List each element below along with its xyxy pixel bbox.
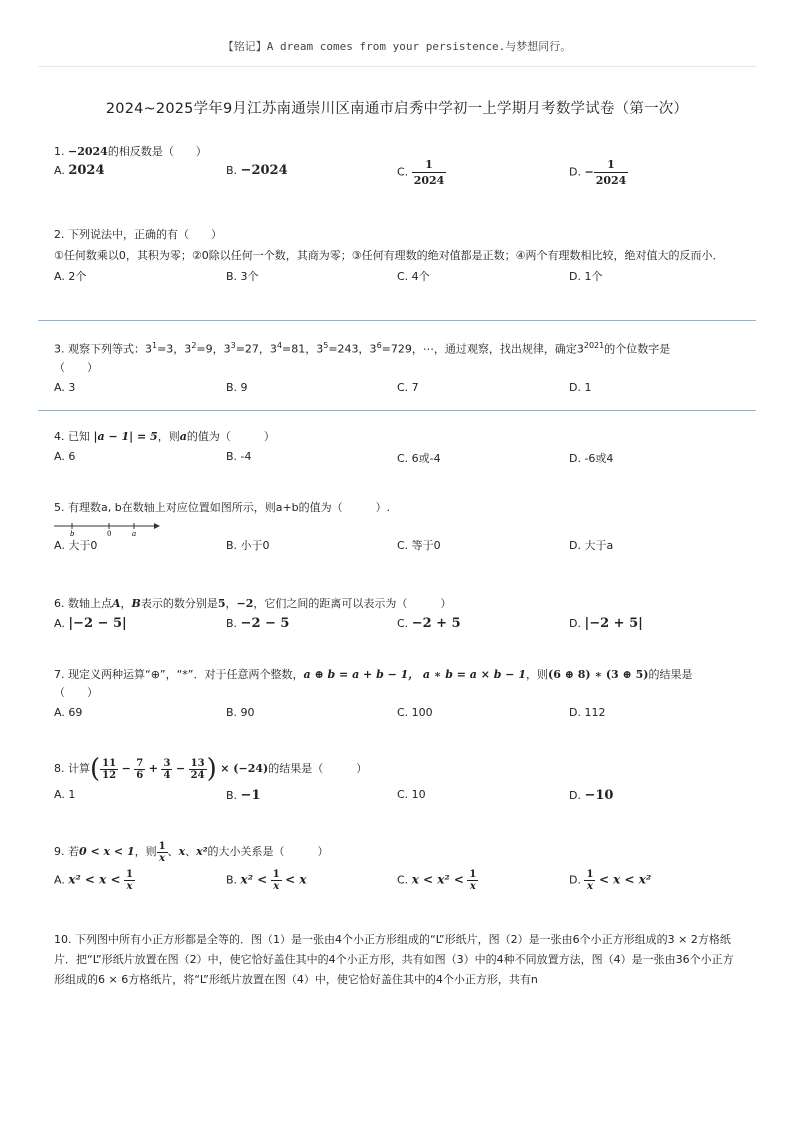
q8-option-d[interactable]: D. −10: [569, 788, 614, 803]
q3-answer-paren: （ ）: [54, 360, 98, 374]
q3-option-b[interactable]: B. 9: [226, 380, 248, 394]
question-6: 6. 数轴上点A，B表示的数分别是5，−2，它们之间的距离可以表示为（ ） A. |−2 − 5| B. −2 − 5 C. −2 + 5 D. |−2 + 5|: [54, 597, 643, 631]
question-8: 8. 计算( $\frac{11}{12}$ − $\frac{7}{6}$ + $\frac{3}{4}$ − $\frac{13}{24}$ ) × (−24)的结果是（ ） A. 1 B. −1 C. 10 D. −10: [54, 754, 614, 803]
question-5: [54, 499, 754, 557]
question-3: 3. 观察下列等式：$3^1=3$，$3^2=9$，$3^3=27$，$3^4=81$，$3^5=243$，$3^6=729$，⋯，通过观察，找出规律，确定$3^{2021}$的个位数字是 （ ） A. 3 B. 9 C. 7 D. 1: [54, 337, 754, 401]
q2-option-b[interactable]: B. 3个: [226, 270, 259, 283]
q6-option-c[interactable]: C. −2 + 5: [397, 616, 461, 631]
q2-stem: 下列说法中，正确的有（ ）: [68, 228, 222, 241]
q5-option-b[interactable]: B. 小于0: [226, 539, 270, 552]
q9-option-d[interactable]: D. $\frac{1}{x}$ < x < x²: [569, 869, 652, 892]
q1-expression: −2024: [68, 145, 108, 158]
axis-label-0: 0: [107, 530, 112, 537]
number-line-figure: [54, 521, 164, 537]
q5-stem: 有理数a, b在数轴上对应位置如图所示，则a+b的值为（ ）.: [68, 501, 391, 514]
q5-option-c[interactable]: C. 等于0: [397, 539, 441, 552]
q9-option-b[interactable]: B. x² < $\frac{1}{x}$ < x: [226, 869, 307, 892]
question-1: [54, 143, 754, 197]
q8-fraction-4: $\frac{13}{24}$: [190, 757, 205, 781]
q2-option-d[interactable]: D. 1个: [569, 270, 603, 283]
q3-option-c[interactable]: C. 7: [397, 380, 419, 394]
q5-option-d[interactable]: D. 大于a: [569, 539, 614, 552]
q10-number: 10.: [54, 933, 72, 946]
q10-stem: 下列图中所有小正方形都是全等的．图（1）是一张由4个小正方形组成的“L”形纸片，图（2）是一张由6个小正方形组成的3 × 2方格纸片．把“L”形纸片放置在图（2）中，使它恰好盖住其中的4个小正方形，共有如图（3）中的4种不同放置方法，图（4）是一张由36个小正方形组成的6 × 6方格纸片，将“L”形纸片放置在图（4）中，使它恰好盖住其中的4个小正方形，共有n: [54, 933, 734, 986]
q8-fraction-1: $\frac{11}{12}$: [102, 757, 117, 781]
q1-option-b[interactable]: B. −2024: [226, 163, 288, 178]
q4-option-d[interactable]: D. -6或4: [569, 452, 614, 465]
q6-option-a[interactable]: A. |−2 − 5|: [54, 616, 127, 631]
q8-option-b[interactable]: B. −1: [226, 788, 261, 803]
q9-option-c[interactable]: C. x < x² < $\frac{1}{x}$: [397, 869, 477, 892]
q9-option-a[interactable]: A. x² < x < $\frac{1}{x}$: [54, 869, 134, 892]
q2-option-c[interactable]: C. 4个: [397, 270, 430, 283]
page-header: 【铭记】A dream comes from your persistence.与梦想同行。: [222, 40, 572, 53]
q8-number: 8.: [54, 762, 65, 775]
q6-option-d[interactable]: D. |−2 + 5|: [569, 616, 643, 631]
q8-option-a[interactable]: A. 1: [54, 788, 76, 801]
q1-d-fraction: $\frac{1}{2024}$: [595, 158, 627, 187]
q3-option-d[interactable]: D. 1: [569, 380, 592, 394]
q8-fraction-3: $\frac{3}{4}$: [163, 757, 171, 781]
q7-option-c[interactable]: C. 100: [397, 706, 433, 719]
q4-option-a[interactable]: A. 6: [54, 450, 76, 463]
question-2: [54, 226, 754, 288]
q7-option-a[interactable]: A. 69: [54, 706, 83, 719]
q6-option-b[interactable]: B. −2 − 5: [226, 616, 290, 631]
page-title: 2024~2025学年9月江苏南通崇川区南通市启秀中学初一上学期月考数学试卷（第一次）: [105, 101, 689, 117]
q3-option-a[interactable]: A. 3: [54, 380, 76, 394]
q2-option-a[interactable]: A. 2个: [54, 270, 87, 283]
q6-number: 6.: [54, 597, 65, 610]
q9-number: 9.: [54, 845, 65, 858]
q1-option-c[interactable]: C. $\frac{1}{2024}$: [397, 158, 445, 187]
q1-c-fraction: $\frac{1}{2024}$: [413, 158, 445, 187]
q2-statements: ①任何数乘以0，其积为零；②0除以任何一个数，其商为零；③任何有理数的绝对值都是正数；④两个有理数相比较，绝对值大的反而小．: [54, 249, 724, 262]
q9-fraction: $\frac{1}{x}$: [158, 840, 166, 864]
header-divider: [38, 66, 756, 67]
q3-lead: 观察下列等式：: [68, 342, 145, 356]
q8-option-c[interactable]: C. 10: [397, 788, 426, 801]
q4-option-b[interactable]: B. -4: [226, 450, 252, 463]
q5-option-a[interactable]: A. 大于0: [54, 539, 98, 552]
q3-number: 3.: [54, 342, 65, 356]
q5-number: 5.: [54, 501, 65, 514]
axis-label-b: b: [70, 530, 75, 537]
q2-number: 2.: [54, 228, 65, 241]
question-4: 4. 已知 |a − 1| = 5，则a的值为（ ） A. 6 B. -4 C. 6或-4 D. -6或4: [54, 430, 614, 465]
q1-stem: 的相反数是（ ）: [107, 145, 207, 158]
q8-fraction-2: $\frac{7}{6}$: [136, 757, 144, 781]
highlight-top-divider: [38, 320, 756, 321]
q4-option-c[interactable]: C. 6或-4: [397, 452, 441, 465]
q7-number: 7.: [54, 668, 65, 681]
highlight-bottom-divider: [38, 410, 756, 411]
q7-answer-paren: （ ）: [54, 686, 98, 699]
q7-option-b[interactable]: B. 90: [226, 706, 255, 719]
question-10: [54, 930, 739, 990]
q4-equation: |a − 1| = 5: [93, 430, 158, 443]
question-7: 7. 现定义两种运算“⊕”，“*”．对于任意两个整数，a ⊕ b = a + b − 1， a ∗ b = a × b − 1，则(6 ⊕ 8) ∗ (3 ⊕ 5)的结果是 （ ） A. 69 B. 90 C. 100 D. 112: [54, 666, 754, 726]
q1-number: 1.: [54, 145, 65, 158]
axis-label-a: a: [132, 530, 137, 537]
q1-option-d[interactable]: D. − $\frac{1}{2024}$: [569, 158, 627, 187]
question-9: 9. 若0 < x < 1，则 $\frac{1}{x}$ 、x、x²的大小关系是（ ） A. x² < x < $\frac{1}{x}$ B. x² < $\frac{1}{x}$ < x C. x < x² < $\frac{1}{x}$ D. $\frac{1}{x}$ < x < x²: [54, 840, 652, 892]
q7-option-d[interactable]: D. 112: [569, 706, 606, 719]
q4-number: 4.: [54, 430, 65, 443]
q1-option-a[interactable]: A. 2024: [54, 163, 105, 178]
